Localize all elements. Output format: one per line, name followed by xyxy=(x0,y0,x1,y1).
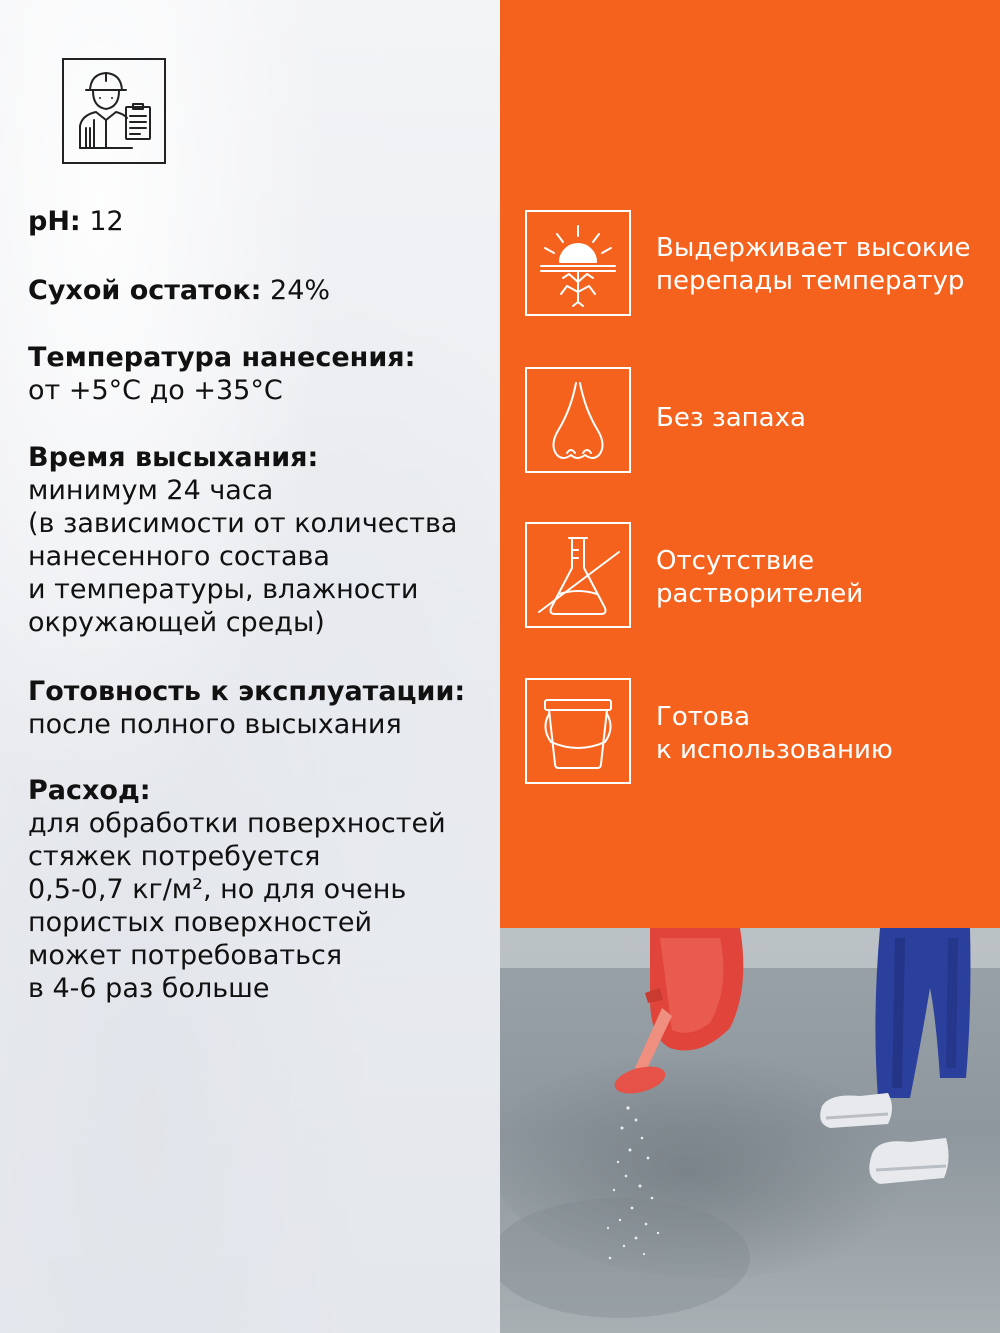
feature-temperature-text xyxy=(656,232,996,298)
spec-consumption-line: в 4-6 раз больше xyxy=(28,973,270,1004)
spec-drying-time-line: минимум 24 часа xyxy=(28,475,274,506)
spec-dry-residue xyxy=(28,274,498,307)
spec-drying-time-line: нанесенного состава xyxy=(28,541,330,572)
feature-ready-to-use-text xyxy=(656,701,996,767)
spec-ph-value: 12 xyxy=(80,206,124,237)
sun-frost-icon xyxy=(525,210,631,316)
feature-line: к использованию xyxy=(656,735,893,765)
spec-application-temp xyxy=(28,341,498,407)
spec-consumption-line: стяжек потребуется xyxy=(28,841,321,872)
spec-consumption xyxy=(28,774,498,1005)
crossed-flask-icon xyxy=(525,522,631,628)
spec-application-temp-value: от +5°С до +35°С xyxy=(28,375,283,406)
watering-floor-photo xyxy=(500,928,1000,1333)
spec-dry-residue-label: Сухой остаток: xyxy=(28,275,262,306)
spec-readiness-label: Готовность к эксплуатации: xyxy=(28,676,466,707)
spec-drying-time xyxy=(28,441,498,639)
nose-icon xyxy=(525,367,631,473)
feature-line: Готова xyxy=(656,702,751,732)
spec-drying-time-line: (в зависимости от количества xyxy=(28,508,458,539)
worker-with-clipboard-icon xyxy=(62,58,166,164)
spec-readiness-value: после полного высыхания xyxy=(28,709,402,740)
spec-application-temp-label: Температура нанесения: xyxy=(28,342,416,373)
feature-line: Без запаха xyxy=(656,403,806,433)
spec-drying-time-line: и температуры, влажности xyxy=(28,574,419,605)
feature-line: Выдерживает высокие xyxy=(656,233,971,263)
spec-consumption-line: 0,5-0,7 кг/м², но для очень xyxy=(28,874,407,905)
spec-drying-time-label: Время высыхания: xyxy=(28,442,319,473)
spec-ph xyxy=(28,205,498,238)
features-panel xyxy=(500,0,1000,928)
spec-consumption-label: Расход: xyxy=(28,775,151,806)
bucket-icon xyxy=(525,678,631,784)
spec-consumption-line: для обработки поверхностей xyxy=(28,808,446,839)
feature-no-odor-text xyxy=(656,402,996,435)
spec-dry-residue-value: 24% xyxy=(261,275,331,306)
spec-consumption-line: пористых поверхностей xyxy=(28,907,373,938)
feature-line: перепады температур xyxy=(656,266,965,296)
spec-consumption-line: может потребоваться xyxy=(28,940,343,971)
spec-readiness xyxy=(28,675,498,741)
feature-no-solvents-text xyxy=(656,545,996,611)
spec-ph-label: pH: xyxy=(28,206,81,237)
feature-line: растворителей xyxy=(656,579,864,609)
spec-drying-time-line: окружающей среды) xyxy=(28,607,325,638)
feature-line: Отсутствие xyxy=(656,546,815,576)
